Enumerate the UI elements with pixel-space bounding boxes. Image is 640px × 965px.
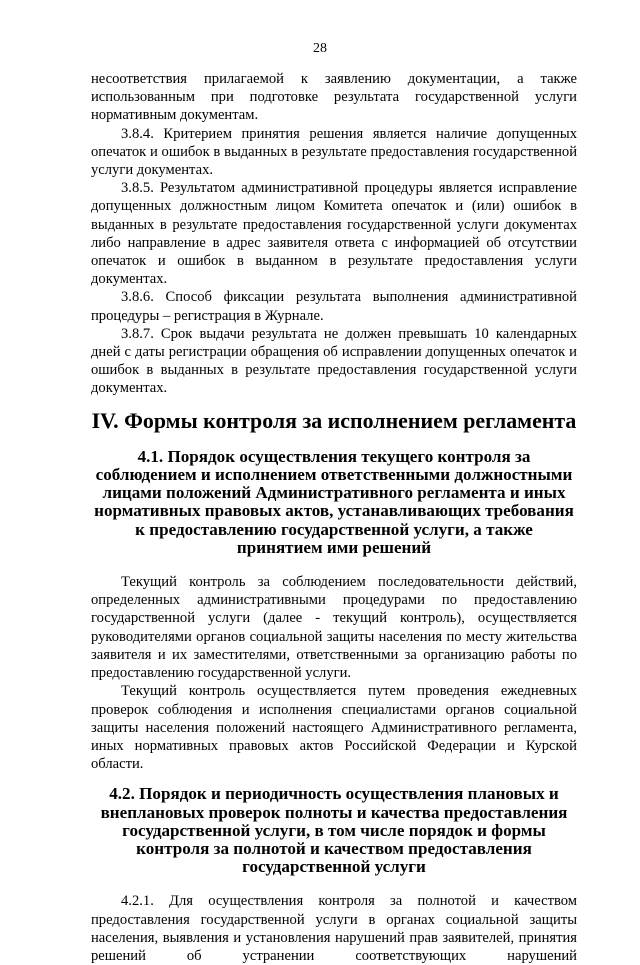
paragraph-4-2-1: 4.2.1. Для осуществления контроля за полнотой и качеством предоставления государственной услуги в органах социальной защиты населения, выявления и установления нарушений прав заявителей, принятия решений об устранении соответствующих нарушений bbox=[91, 893, 577, 964]
paragraph-4-1-b: Текущий контроль осуществляется путем проведения ежедневных проверок соблюдения и исполнения специалистами органов социальной защиты населения положений настоящего Административного регламента, иных нормативных правовых актов Российской Федерации и Курской области. bbox=[91, 683, 577, 773]
page-number: 28 bbox=[313, 41, 327, 56]
paragraph-continuation: несоответствия прилагаемой к заявлению документации, а также использованным при подготовке результата государственной услуги нормативным документам. bbox=[91, 71, 577, 124]
paragraph-3-8-5: 3.8.5. Результатом административной процедуры является исправление допущенных должностным лицом Комитета опечаток и (или) ошибок в выданных в результате предоставления государственной услуги документах либо направление в адрес заявителя ответа с информацией об отсутствии опечаток и ошибок в выданном в результате предоставления услуги документах. bbox=[91, 180, 577, 288]
section-4-2-heading: 4.2. Порядок и периодичность осуществления плановых и внеплановых проверок полноты и качества предоставления государственной услуги, в том числе порядок и формы контроля за полнотой и качеством предоставления государственной услуги bbox=[100, 784, 568, 877]
paragraph-4-1-a: Текущий контроль за соблюдением последовательности действий, определенных административными процедурами по предоставлению государственной услуги (далее - текущий контроль), осуществляется руководителями органов социальной защиты населения по месту жительства заявителя и их заместителями, ответственными за организацию работы по предоставлению государственной услуги. bbox=[91, 574, 577, 682]
section-4-1-heading: 4.1. Порядок осуществления текущего контроля за соблюдением и исполнением ответственными должностными лицами положений Административного регламента и иных нормативных правовых актов, устанавливающих требования к предоставлению государственной услуги, а также принятием ими решений bbox=[94, 446, 574, 557]
paragraph-3-8-6: 3.8.6. Способ фиксации результата выполнения административной процедуры – регистрация в Журнале. bbox=[91, 289, 577, 324]
document-body bbox=[91, 70, 577, 965]
section-iv-heading: IV. Формы контроля за исполнением регламента bbox=[91, 407, 577, 433]
paragraph-3-8-7: 3.8.7. Срок выдачи результата не должен превышать 10 календарных дней с даты регистрации обращения об исправлении допущенных опечаток и ошибок в выданных в результате предоставления государственной услуги документах. bbox=[91, 325, 577, 397]
paragraph-3-8-4: 3.8.4. Критерием принятия решения является наличие допущенных опечаток и ошибок в выданных в результате предоставления государственной услуги документах. bbox=[91, 125, 577, 179]
